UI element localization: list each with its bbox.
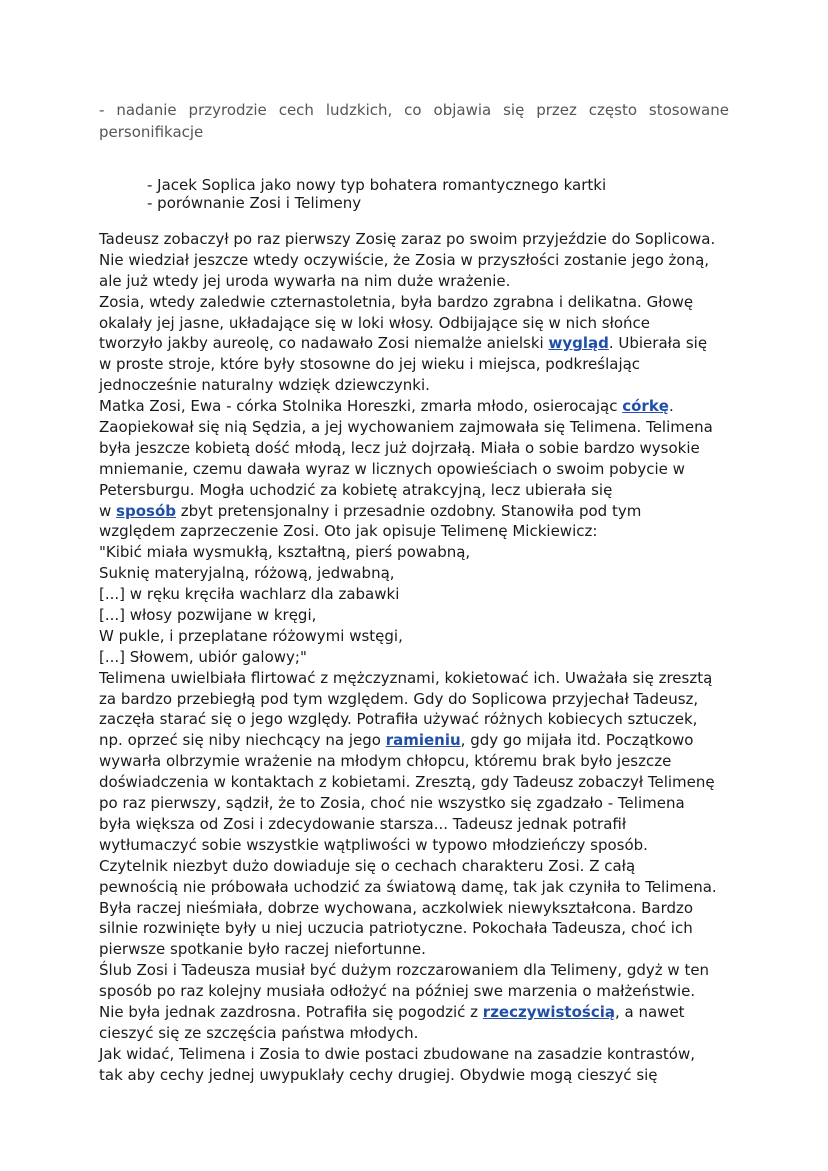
line-text: w proste stroje, które były stosowne do jej wieku i miejsca, podkreślając xyxy=(99,355,641,374)
line-text: sposób po raz kolejny musiała odłożyć na później swe marzenia o małżeństwie. xyxy=(99,982,696,1001)
text-line xyxy=(99,751,739,772)
text-line xyxy=(99,292,739,313)
text-line xyxy=(99,354,739,375)
text-line xyxy=(99,626,739,647)
text-line xyxy=(99,396,739,417)
line-text: zbyt pretensjonalny i przesadnie ozdobny. Stanowiła pod tym xyxy=(176,501,642,520)
text-line xyxy=(99,981,739,1002)
line-text: po raz pierwszy, sądził, że to Zosia, choć nie wszystko się zgadzało - Telimena xyxy=(99,794,685,813)
text-line xyxy=(99,898,739,919)
line-text: za bardzo przebiegłą pod tym względem. Gdy do Soplicowa przyjechał Tadeusz, xyxy=(99,689,699,708)
line-text: silnie rozwinięte były u niej uczucia patriotyczne. Pokochała Tadeusza, choć ich xyxy=(99,919,693,938)
text-line xyxy=(99,563,739,584)
line-text: Czytelnik niezbyt dużo dowiaduje się o cechach charakteru Zosi. Z całą xyxy=(99,856,636,875)
line-text: Nie była jednak zazdrosna. Potrafiła się pogodzić z xyxy=(99,1002,483,1021)
text-line xyxy=(99,584,739,605)
line-text: Jak widać, Telimena i Zosia to dwie postaci zbudowane na zasadzie kontrastów, xyxy=(99,1044,696,1063)
text-line xyxy=(99,480,739,501)
line-text: mniemanie, czemu dawała wyraz w licznych opowieściach o swoim pobycie w xyxy=(99,459,685,478)
line-text: , gdy go mijała itd. Początkowo xyxy=(460,731,694,750)
text-line xyxy=(99,939,739,960)
line-text: [...] w ręku kręciła wachlarz dla zabawki xyxy=(99,585,400,604)
keyword-link[interactable]: córkę xyxy=(622,397,669,416)
line-text: Telimena uwielbiała flirtować z mężczyznami, kokietować ich. Uważała się zresztą xyxy=(99,668,713,687)
line-text: doświadczenia w kontaktach z kobietami. Zresztą, gdy Tadeusz zobaczył Telimenę xyxy=(99,773,715,792)
line-text: Suknię materyjalną, różową, jedwabną, xyxy=(99,564,395,583)
line-text: Petersburgu. Mogła uchodzić za kobietę atrakcyjną, lecz ubierała się xyxy=(99,480,613,499)
text-line xyxy=(99,814,739,835)
text-line xyxy=(99,438,739,459)
text-line xyxy=(99,960,739,981)
line-text: była większa od Zosi i zdecydowanie starsza... Tadeusz jednak potrafił xyxy=(99,814,627,833)
line-text: np. oprzeć się niby niechcący na jego xyxy=(99,731,386,750)
bullet-item: - Jacek Soplica jako nowy typ bohatera romantycznego kartki xyxy=(147,176,607,194)
text-line xyxy=(99,918,739,939)
line-text: okalały jej jasne, układające się w loki włosy. Odbijające się w nich słońce xyxy=(99,313,651,332)
text-line xyxy=(99,459,739,480)
line-text: , a nawet xyxy=(614,1002,685,1021)
line-text: pewnością nie próbowała uchodzić za światową damę, tak jak czyniła to Telimena. xyxy=(99,877,717,896)
text-line xyxy=(99,647,739,668)
text-line xyxy=(99,835,739,856)
bullet-item: - porównanie Zosi i Telimeny xyxy=(147,194,362,212)
intro-paragraph xyxy=(99,99,729,143)
keyword-link[interactable]: wygląd xyxy=(548,334,609,353)
line-text: wywarła olbrzymie wrażenie na młodym chłopcu, któremu brak było jeszcze xyxy=(99,752,672,771)
line-text: względem zaprzeczenie Zosi. Oto jak opisuje Telimenę Mickiewicz: xyxy=(99,522,598,541)
text-line xyxy=(99,250,739,271)
intro-text: - nadanie przyrodzie cech ludzkich, co objawia się przez często stosowane personifikacje xyxy=(99,101,729,141)
line-text: ale już wtedy jej uroda wywarła na nim duże wrażenie. xyxy=(99,271,511,290)
text-line xyxy=(99,271,739,292)
text-line xyxy=(99,689,739,710)
line-text: [...] Słowem, ubiór galowy;" xyxy=(99,647,307,666)
line-text: . xyxy=(668,397,674,416)
line-text: Matka Zosi, Ewa - córka Stolnika Horeszki, zmarła młodo, osierocając xyxy=(99,397,623,416)
line-text: tworzyło jakby aureolę, co nadawało Zosi niemalże anielski xyxy=(99,334,549,353)
text-line xyxy=(99,877,739,898)
line-text: [...] włosy pozwijane w kręgi, xyxy=(99,606,317,625)
text-line xyxy=(99,1002,739,1023)
text-line xyxy=(99,313,739,334)
line-text: jednocześnie naturalny wdzięk dziewczynki. xyxy=(99,376,430,395)
text-line xyxy=(99,1044,739,1065)
text-line xyxy=(99,1023,739,1044)
text-line xyxy=(99,1065,739,1086)
keyword-link[interactable]: ramieniu xyxy=(385,731,461,750)
text-line xyxy=(99,793,739,814)
text-line xyxy=(99,730,739,751)
line-text: była jeszcze kobietą dość młodą, lecz już dojrzałą. Miała o sobie bardzo wysokie xyxy=(99,438,700,457)
line-text: Zosia, wtedy zaledwie czternastoletnia, była bardzo zgrabna i delikatna. Głowę xyxy=(99,292,694,311)
body-text xyxy=(99,229,739,1086)
keyword-link[interactable]: sposób xyxy=(116,501,176,520)
text-line xyxy=(99,417,739,438)
line-text: zaczęła starać się o jego względy. Potrafiła używać różnych kobiecych sztuczek, xyxy=(99,710,698,729)
text-line xyxy=(99,229,739,250)
text-line xyxy=(99,668,739,689)
line-text: w xyxy=(99,501,117,520)
text-line xyxy=(99,772,739,793)
keyword-link[interactable]: rzeczywistością xyxy=(482,1002,615,1021)
line-text: W pukle, i przeplatane różowymi wstęgi, xyxy=(99,626,403,645)
line-text: pierwsze spotkanie było raczej niefortunne. xyxy=(99,940,426,959)
line-text: cieszyć się ze szczęścia państwa młodych. xyxy=(99,1023,419,1042)
line-text: Była raczej nieśmiała, dobrze wychowana, aczkolwiek niewykształcona. Bardzo xyxy=(99,898,694,917)
line-text: tak aby cechy jednej uwypuklały cechy drugiej. Obydwie mogą cieszyć się xyxy=(99,1065,658,1084)
text-line xyxy=(99,856,739,877)
text-line xyxy=(99,542,739,563)
line-text: Nie wiedział jeszcze wtedy oczywiście, że Zosia w przyszłości zostanie jego żoną, xyxy=(99,250,710,269)
line-text: Zaopiekował się nią Sędzia, a jej wychowaniem zajmowała się Telimena. Telimena xyxy=(99,418,713,437)
line-text: "Kibić miała wysmukłą, kształtną, pierś powabną, xyxy=(99,543,471,562)
text-line xyxy=(99,375,739,396)
line-text: wytłumaczyć sobie wszystkie wątpliwości w typowo młodzieńczy sposób. xyxy=(99,835,648,854)
line-text: . Ubierała się xyxy=(608,334,708,353)
bullet-list xyxy=(147,176,606,212)
text-line xyxy=(99,709,739,730)
text-line xyxy=(99,521,739,542)
text-line xyxy=(99,605,739,626)
text-line xyxy=(99,333,739,354)
line-text: Tadeusz zobaczył po raz pierwszy Zosię zaraz po swoim przyjeździe do Soplicowa. xyxy=(99,230,716,248)
text-line xyxy=(99,501,739,522)
line-text: Ślub Zosi i Tadeusza musiał być dużym rozczarowaniem dla Telimeny, gdyż w ten xyxy=(99,961,710,980)
